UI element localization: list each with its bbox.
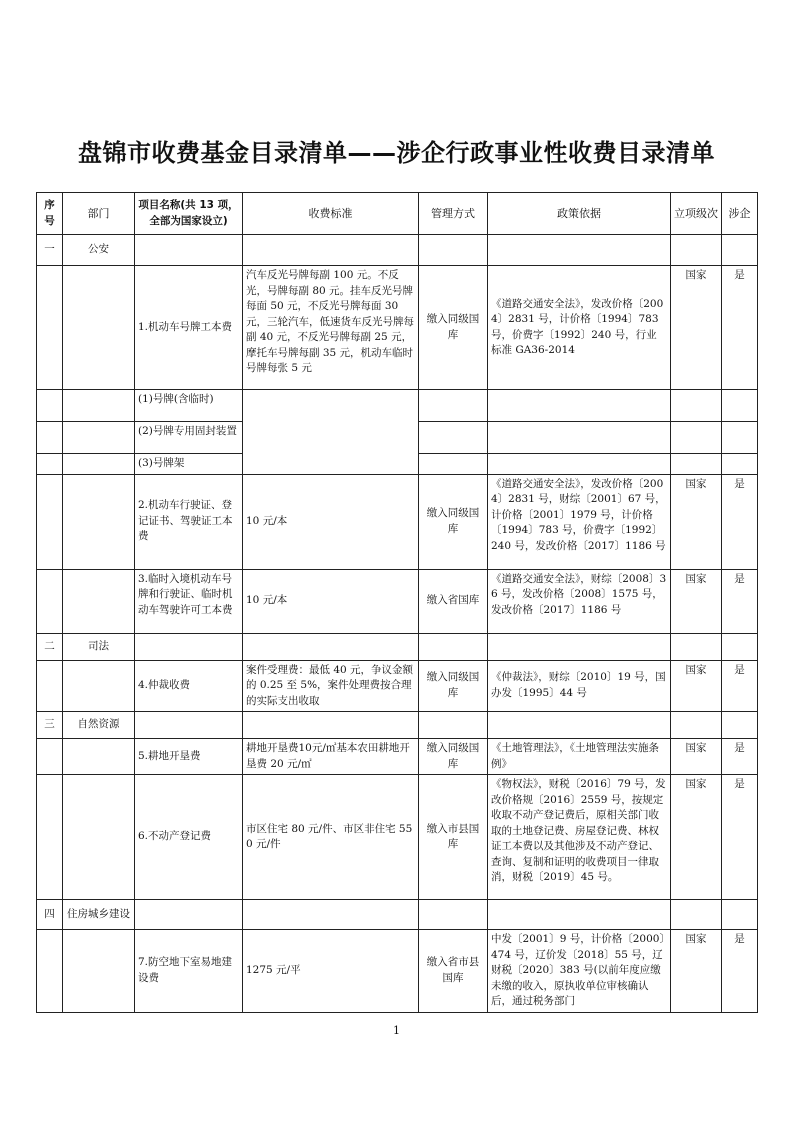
- item-level: 国家: [671, 739, 722, 775]
- item-policy: 《土地管理法》，《土地管理法实施条例》: [488, 739, 671, 775]
- header-level: 立项级次: [671, 193, 722, 235]
- sub-item-name: (3)号牌架: [135, 454, 243, 475]
- item-standard: 10 元/本: [243, 569, 419, 633]
- item-standard: 耕地开垦费10元/㎡基本农田耕地开垦费 20 元/㎡: [243, 739, 419, 775]
- item-ent: 是: [722, 739, 758, 775]
- fee-table: [36, 192, 758, 1013]
- item-name: 2.机动车行驶证、登记证书、驾驶证工本费: [135, 474, 243, 569]
- item-standard: 汽车反光号牌每副 100 元。不反光，号牌每副 80 元。挂车反光号牌每面 50 元，不反光号牌每面 30 元，三轮汽车，低速货车反光号牌每副 40 元，不反光号牌每副 25 元，摩托车号牌每副 35 元，机动车临时号牌每张 5 元: [243, 266, 419, 390]
- item-mgmt: 缴入省市县国库: [419, 930, 488, 1013]
- item-mgmt: 缴入同级国库: [419, 474, 488, 569]
- item-policy: 《物权法》，财税〔2016〕79 号，发改价格规〔2016〕2559 号，按规定收取不动产登记费后，原相关部门收取的土地登记费、房屋登记费、林权证工本费以及其他涉及不动产登记、查询、复制和证明的收费项目一律取消，财税〔2019〕45 号。: [488, 775, 671, 900]
- item-mgmt: 缴入省国库: [419, 569, 488, 633]
- item-name: 5.耕地开垦费: [135, 739, 243, 775]
- table-row: [37, 739, 758, 775]
- header-ent: 涉企: [722, 193, 758, 235]
- item-standard: 市区住宅 80 元/件、市区非住宅 550 元/件: [243, 775, 419, 900]
- table-row: [37, 660, 758, 712]
- table-row: [37, 474, 758, 569]
- item-name: 3.临时入境机动车号牌和行驶证、临时机动车驾驶许可工本费: [135, 569, 243, 633]
- item-mgmt: 缴入市县国库: [419, 775, 488, 900]
- category-row: [37, 900, 758, 930]
- category-seq: 四: [37, 900, 63, 930]
- header-mgmt: 管理方式: [419, 193, 488, 235]
- category-row: [37, 633, 758, 660]
- category-dept: 住房城乡建设: [63, 900, 135, 930]
- category-dept: 公安: [63, 235, 135, 266]
- item-ent: 是: [722, 569, 758, 633]
- category-dept: 司法: [63, 633, 135, 660]
- page-title: 盘锦市收费基金目录清单——涉企行政事业性收费目录清单: [78, 139, 715, 167]
- item-name: 7.防空地下室易地建设费: [135, 930, 243, 1013]
- item-policy: 《仲裁法》，财综〔2010〕19 号，国办发〔1995〕44 号: [488, 660, 671, 712]
- item-ent: 是: [722, 660, 758, 712]
- item-level: 国家: [671, 474, 722, 569]
- item-ent: 是: [722, 930, 758, 1013]
- category-row: [37, 235, 758, 266]
- item-mgmt: 缴入同级国库: [419, 739, 488, 775]
- table-row: [37, 775, 758, 900]
- header-seq: 序号: [37, 193, 63, 235]
- item-name: 4.仲裁收费: [135, 660, 243, 712]
- category-seq: 一: [37, 235, 63, 266]
- header-standard: 收费标准: [243, 193, 419, 235]
- category-seq: 三: [37, 712, 63, 739]
- category-row: [37, 712, 758, 739]
- item-ent: 是: [722, 474, 758, 569]
- item-policy: 中发〔2001〕9 号，计价格〔2000〕474 号，辽价发〔2018〕55 号，辽财税〔2020〕383 号(以前年度应缴未缴的收入，原执收单位审核确认后，通过税务部门: [488, 930, 671, 1013]
- table-row: [37, 569, 758, 633]
- table-row: [37, 390, 758, 422]
- item-name: 1.机动车号牌工本费: [135, 266, 243, 390]
- table-row: [37, 266, 758, 390]
- category-seq: 二: [37, 633, 63, 660]
- category-dept: 自然资源: [63, 712, 135, 739]
- item-level: 国家: [671, 775, 722, 900]
- item-standard: 10 元/本: [243, 474, 419, 569]
- item-mgmt: 缴入同级国库: [419, 266, 488, 390]
- sub-item-name: (1)号牌(含临时): [135, 390, 243, 422]
- header-policy: 政策依据: [488, 193, 671, 235]
- item-policy: 《道路交通安全法》，财综〔2008〕36 号，发改价格〔2008〕1575 号，发改价格〔2017〕1186 号: [488, 569, 671, 633]
- item-name: 6.不动产登记费: [135, 775, 243, 900]
- header-row: [37, 193, 758, 235]
- item-policy: 《道路交通安全法》，发改价格〔2004〕2831 号，财综〔2001〕67 号，计价格〔2001〕1979 号，计价格〔1994〕783 号，价费字〔1992〕240 号，发改价格〔2017〕1186 号: [488, 474, 671, 569]
- page-number: 1: [393, 1024, 400, 1037]
- item-standard: 1275 元/平: [243, 930, 419, 1013]
- item-level: 国家: [671, 930, 722, 1013]
- item-ent: 是: [722, 266, 758, 390]
- item-ent: 是: [722, 775, 758, 900]
- item-level: 国家: [671, 569, 722, 633]
- sub-item-name: (2)号牌专用固封装置: [135, 422, 243, 454]
- item-level: 国家: [671, 266, 722, 390]
- item-mgmt: 缴入同级国库: [419, 660, 488, 712]
- item-level: 国家: [671, 660, 722, 712]
- header-dept: 部门: [63, 193, 135, 235]
- header-item: 项目名称(共 13 项，全部为国家设立): [135, 193, 243, 235]
- item-standard: 案件受理费：最低 40 元，争议金额的 0.25 至 5%，案件处理费按合理的实际支出收取: [243, 660, 419, 712]
- item-policy: 《道路交通安全法》，发改价格〔2004〕2831 号，计价格〔1994〕783 号，价费字〔1992〕240 号，行业标准 GA36-2014: [488, 266, 671, 390]
- table-row: [37, 930, 758, 1013]
